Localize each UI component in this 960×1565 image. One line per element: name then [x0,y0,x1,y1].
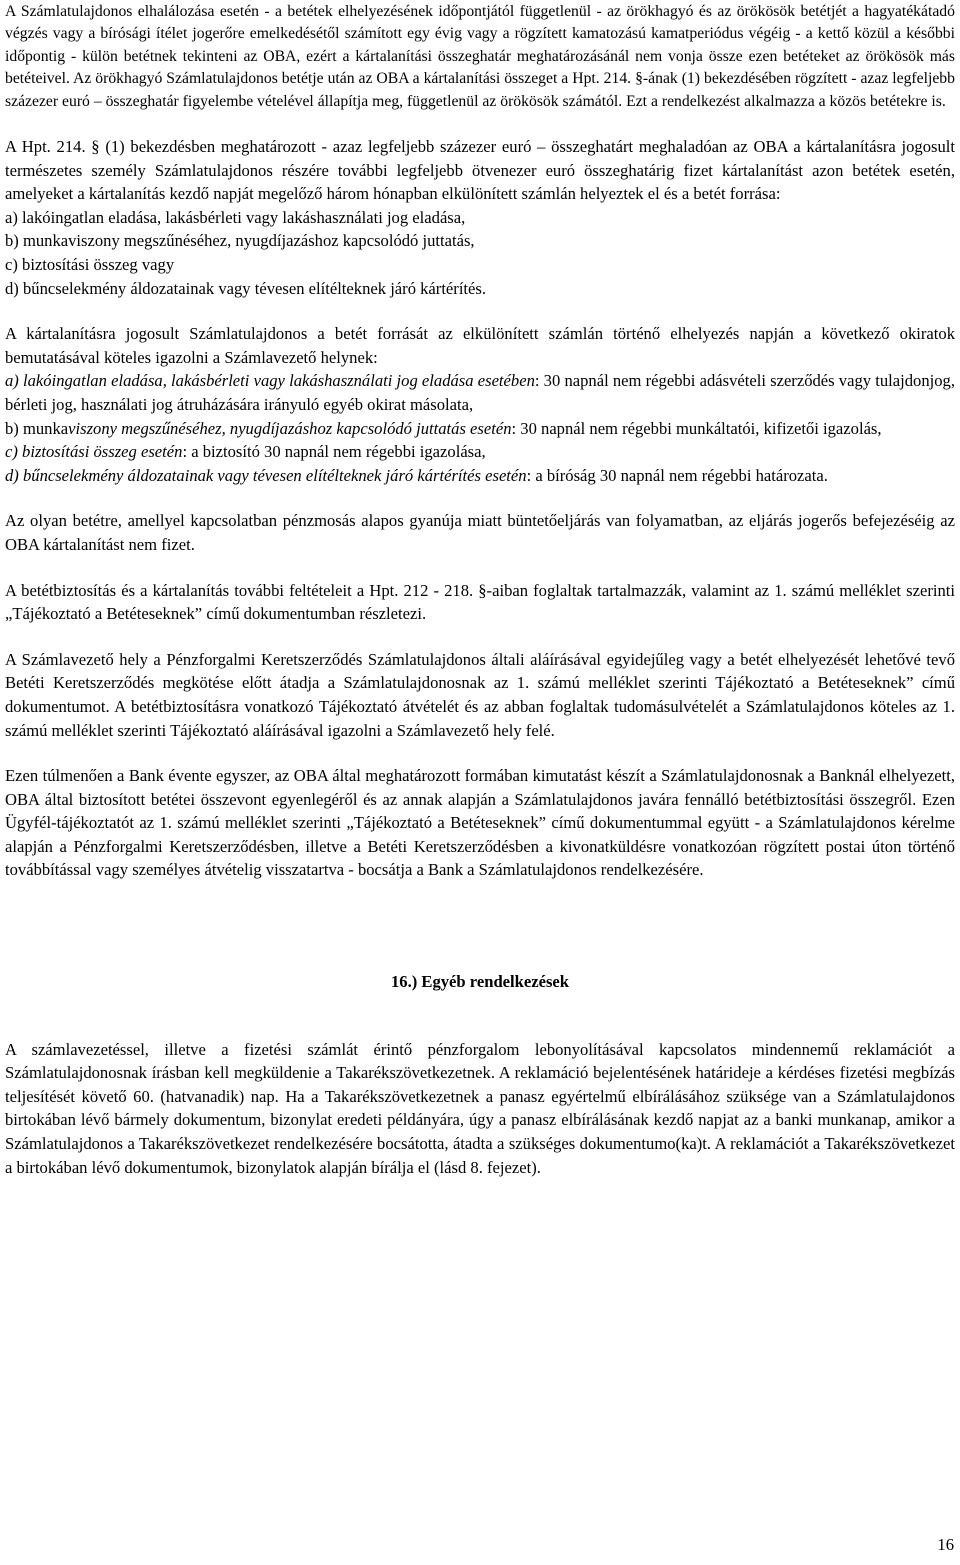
paragraph-proof-documents: A kártalanításra jogosult Számlatulajdonos a betét forrását az elkülönített számlán történő elhelyezés napján a következő okiratok bemutatásával köteles igazolni a Számlavezető helynek: [5,324,955,367]
paragraph-information-handover: A Számlavezető hely a Pénzforgalmi Keretszerződés Számlatulajdonos általi aláírásával egyidejűleg vagy a betét elhelyezését lehetővé tevő Betéti Keretszerződés megkötése előtt átadja a Számlatulajdonosnak az 1. számú melléklet szerinti Tájékoztató a Betéteseknek” című dokumentumot. A betétbiztosításra vonatkozó Tájékoztató átvételét és az abban foglaltak tudomásulvételét a Számlatulajdonos köteles az 1. számú melléklet szerinti Tájékoztató aláírásával igazolni a Számlavezető hely felé. [5,649,955,740]
document-item-a-italic: a) lakóingatlan eladása, lakásbérleti vagy lakáshasználati jog eladása esetében [5,371,535,391]
page-number: 16 [937,1535,954,1554]
list-item-source-d: d) bűncselekmény áldozatainak vagy tévesen elítélteknek járó kártérítés. [5,278,487,298]
document-item-d [5,464,955,488]
paragraph-inheritance: A Számlatulajdonos elhalálozása esetén - a betétek elhelyezésének időpontjától függetlenül - az örökhagyó és az örökösök betétjét a hagyatékátadó végzés vagy a bírósági ítélet jogerőre emelkedésétől számított egy évig vagy a rögzített kamatozású kamatperiódus végéig - a kettő közül a későbbi időpontig - külön betétnek tekinteni az OBA, ezért a kártalanítási összeghatár meghatározásánál nem vonja össze ezen betéteket az örökösök más betéteivel. Az örökhagyó Számlatulajdonos betétje után az OBA a kártalanítási összeget a Hpt. 214. §-ának (1) bekezdésében rögzített - azaz legfeljebb százezer euró – összeghatár figyelembe vételével állapítja meg, függetlenül az örökösök számától. Ezt a rendelkezést alkalmazza a közös betétekre is. [5,3,955,110]
document-item-c-text: : a biztosító 30 napnál nem régebbi igazolása, [182,442,486,462]
document-item-d-text: : a bíróság 30 napnál nem régebbi határozata. [526,465,828,485]
document-item-c-italic: c) biztosítási összeg esetén [5,442,183,462]
paragraph-additional-compensation: A Hpt. 214. § (1) bekezdésben meghatározott - azaz legfeljebb százezer euró – összeghatárt meghaladóan az OBA a kártalanításra jogosult természetes személy Számlatulajdonos részére további legfeljebb ötvenezer euró összeghatárig fizet kártalanítást azon betétek esetén, amelyeket a kártalanítás kezdő napját megelőző három hónapban elkülönített számlán helyeztek el és a betét forrása: [5,137,955,204]
document-item-a-text: : 30 napnál nem régebbi adásvételi szerződés vagy tulajdonjog, bérleti jog, használati jog átruházására irányuló egyéb okirat másolata, [5,371,955,414]
document-item-b [5,417,955,441]
document-page [5,0,955,1179]
paragraph-further-conditions: A betétbiztosítás és a kártalanítás további feltételeit a Hpt. 212 - 218. §-aiban foglaltak tartalmazzák, valamint az 1. számú melléklet szerinti „Tájékoztató a Betéteseknek” című dokumentumban részletezi. [5,580,955,624]
section-heading: 16.) Egyéb rendelkezések [390,972,570,992]
list-item-source-a: a) lakóingatlan eladása, lakásbérleti vagy lakáshasználati jog eladása, [5,207,466,227]
list-item-source-b: b) munkaviszony megszűnéséhez, nyugdíjazáshoz kapcsolódó juttatás, [5,231,475,251]
paragraph-money-laundering: Az olyan betétre, amellyel kapcsolatban pénzmosás alapos gyanúja miatt büntetőeljárás van folyamatban, az eljárás jogerős befejezéséig az OBA kártalanítást nem fizet. [5,511,955,554]
document-item-b-text: : 30 napnál nem régebbi munkáltatói, kifizetői igazolás, [511,418,882,438]
document-item-b-italic: viszony megszűnéséhez, nyugdíjazáshoz kapcsolódó juttatás esetén [68,418,512,438]
document-item-b-prefix: b) munka [5,418,69,438]
document-item-d-italic: d) bűncselekmény áldozatainak vagy tévesen elítélteknek járó kártérítés esetén [5,465,527,485]
list-item-source-c: c) biztosítási összeg vagy [5,255,175,274]
document-item-a [5,369,955,416]
document-item-c [5,440,955,464]
paragraph-annual-statement: Ezen túlmenően a Bank évente egyszer, az OBA által meghatározott formában kimutatást készít a Számlatulajdonosnak a Banknál elhelyezett, OBA által biztosított betétei összevont egyenlegéről és az annak alapján a Számlatulajdonos javára fennálló betétbiztosítási összegről. Ezen Ügyfél-tájékoztatót az 1. számú melléklet szerinti „Tájékoztató a Betéteseknek” című dokumentummal együtt - a Számlatulajdonos kérelme alapján a Pénzforgalmi Keretszerződésben, illetve a Betéti Keretszerződésben a kivonatküldésre vonatkozóan rögzített postai úton történő továbbítással vagy személyes átvételig visszatartva - bocsátja a Bank a Számlatulajdonos rendelkezésére. [5,766,955,880]
paragraph-complaints: A számlavezetéssel, illetve a fizetési számlát érintő pénzforgalom lebonyolításával kapcsolatos mindennemű reklamációt a Számlatulajdonosnak írásban kell megküldenie a Takarékszövetkezetnek. A reklamáció bejelentésének határideje a kérdéses fizetési megbízás teljesítését követő 60. (hatvanadik) nap. Ha a Takarékszövetkezetnek a panasz egyértelmű elbírálásához szüksége van a Számlatulajdonos birtokában lévő bármely dokumentum, bizonylat eredeti példányára, úgy a panasz elbírálásának kezdő napjat az a banki munkanap, amikor a Számlatulajdonos a Takarékszövetkezet rendelkezésére bocsátotta, átadta a szükséges dokumentumo(ka)t. A reklamációt a Takarékszövetkezet a birtokában lévő dokumentumok, bizonylatok alapján bírálja el (lásd 8. fejezet). [5,1039,955,1177]
